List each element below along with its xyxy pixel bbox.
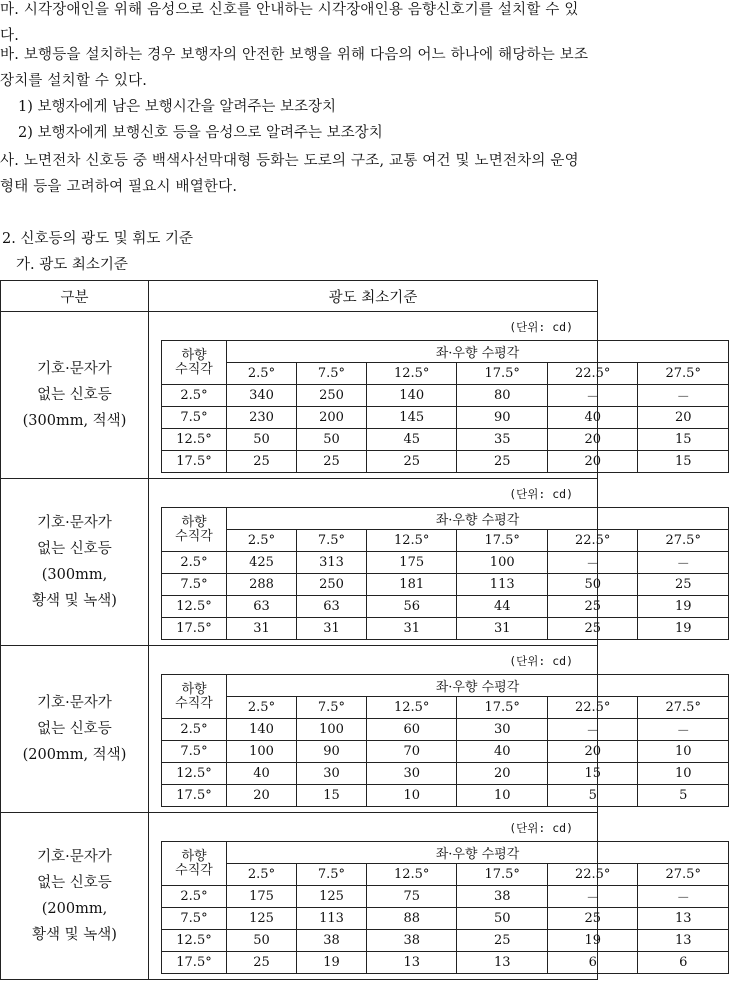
horizontal-angle: 12.5° [366,363,457,385]
intensity-value: 20 [547,451,638,473]
horizontal-angle: 2.5° [227,363,297,385]
horizontal-angles-row [162,530,729,552]
table-row [162,952,729,974]
intensity-value: 31 [457,618,548,640]
category-line: 기호·문자가 [37,695,112,711]
intensity-value: 140 [227,719,297,741]
category-line: (300mm, [41,567,108,583]
subtable-header-row [162,508,729,530]
intensity-value: － [547,552,638,574]
horizontal-angle: 27.5° [638,697,729,719]
vertical-angle-header-line: 하향 [181,347,207,363]
intensity-value: 5 [547,785,638,807]
horizontal-angle: 2.5° [227,697,297,719]
section-standard-cell [149,646,701,813]
category-line: 없는 신호등 [37,875,112,891]
category-line: (300mm, 적색) [22,413,127,429]
horizontal-angle: 27.5° [638,864,729,886]
intensity-value: 25 [547,618,638,640]
intensity-value: 125 [296,886,366,908]
intensity-value: 50 [457,908,548,930]
table-row [162,741,729,763]
unit-label: (단위: cd) [509,487,573,501]
intensity-value: － [638,552,729,574]
intensity-value: 30 [366,763,457,785]
horizontal-angle: 22.5° [547,363,638,385]
horizontal-angles-row [162,363,729,385]
table-row [162,552,729,574]
intensity-value: 100 [296,719,366,741]
intensity-value: 10 [366,785,457,807]
intensity-value: 38 [457,886,548,908]
category-line: 기호·문자가 [37,515,112,531]
horizontal-angle: 17.5° [457,864,548,886]
intensity-value: 10 [638,741,729,763]
table-header-row [1,281,598,312]
intensity-value: 35 [457,429,548,451]
intensity-value: 50 [227,930,297,952]
section-title: 2. 신호등의 광도 및 휘도 기준 [2,231,193,247]
paragraph-ba-item-1: 1) 보행자에게 남은 보행시간을 알려주는 보조장치 [18,99,337,115]
subsection-title: 가. 광도 최소기준 [16,257,128,273]
intensity-value: 25 [366,451,457,473]
intensity-value: 88 [366,908,457,930]
intensity-value: 25 [296,451,366,473]
horizontal-angle: 7.5° [296,864,366,886]
horizontal-angle-header: 좌·우향 수평각 [227,341,729,363]
intensity-value: 100 [227,741,297,763]
table-section-row [1,479,598,646]
horizontal-angle: 27.5° [638,363,729,385]
intensity-value: 10 [638,763,729,785]
intensity-value: 75 [366,886,457,908]
vertical-angle: 2.5° [162,719,227,741]
paragraph-ba-text: 바. 보행등을 설치하는 경우 보행자의 안전한 보행을 위해 다음의 어느 하나에 해당하는 보조장치를 설치할 수 있다. [0,47,589,89]
vertical-angle-header-line: 수직각 [175,695,213,711]
intensity-value: 25 [638,574,729,596]
vertical-angle-header [162,675,227,719]
horizontal-angle: 7.5° [296,530,366,552]
intensity-value: 20 [547,429,638,451]
intensity-value: 313 [296,552,366,574]
vertical-angle: 12.5° [162,596,227,618]
intensity-value: 19 [638,618,729,640]
intensity-value: 425 [227,552,297,574]
unit-label: (단위: cd) [509,654,573,668]
section-category [1,479,149,646]
intensity-value: 50 [296,429,366,451]
horizontal-angle: 22.5° [547,697,638,719]
paragraph-ma-text: 마. 시각장애인을 위해 음성으로 신호를 안내하는 시각장애인용 음향신호기를 설치할 수 있다. [0,2,579,44]
intensity-value: 288 [227,574,297,596]
vertical-angle: 12.5° [162,429,227,451]
unit-label: (단위: cd) [509,320,573,334]
table-row [162,618,729,640]
intensity-value: 31 [227,618,297,640]
horizontal-angle: 12.5° [366,697,457,719]
intensity-value: 340 [227,385,297,407]
vertical-angle-header [162,842,227,886]
intensity-value: 13 [457,952,548,974]
intensity-value: 113 [296,908,366,930]
intensity-value: 13 [366,952,457,974]
category-line: (200mm, [41,901,108,917]
section-category [1,646,149,813]
vertical-angle: 7.5° [162,407,227,429]
table-row [162,908,729,930]
paragraph-sa [0,148,596,200]
table-row [162,596,729,618]
intensity-value: 25 [227,952,297,974]
intensity-value: 25 [547,908,638,930]
vertical-angle-header-line: 하향 [181,848,207,864]
intensity-value: 90 [457,407,548,429]
horizontal-angle: 22.5° [547,530,638,552]
horizontal-angle: 17.5° [457,530,548,552]
subtable-header-row [162,675,729,697]
intensity-value: 125 [227,908,297,930]
category-line: 황색 및 녹색) [32,927,117,943]
table-row [162,886,729,908]
table-row [162,763,729,785]
vertical-angle-header-line: 수직각 [175,361,213,377]
vertical-angle: 12.5° [162,930,227,952]
paragraph-ba-item-2: 2) 보행자에게 보행신호 등을 음성으로 알려주는 보조장치 [18,125,383,141]
horizontal-angles-row [162,864,729,886]
intensity-subtable [161,841,729,974]
intensity-value: 63 [227,596,297,618]
intensity-value: － [638,385,729,407]
intensity-value: 60 [366,719,457,741]
table-row [162,574,729,596]
luminous-intensity-table [0,280,701,980]
horizontal-angle: 2.5° [227,530,297,552]
table-row [162,785,729,807]
intensity-value: 15 [296,785,366,807]
category-line: 황색 및 녹색) [32,593,117,609]
vertical-angle-header [162,508,227,552]
vertical-angle: 17.5° [162,952,227,974]
intensity-value: 15 [638,451,729,473]
table-section-row [1,312,598,479]
category-line: 없는 신호등 [37,721,112,737]
intensity-value: 50 [227,429,297,451]
table-row [162,719,729,741]
header-category: 구분 [1,281,149,312]
vertical-angle: 2.5° [162,886,227,908]
intensity-value: 15 [547,763,638,785]
intensity-value: 113 [457,574,548,596]
intensity-value: 30 [296,763,366,785]
subtable-header-row [162,341,729,363]
intensity-value: 175 [366,552,457,574]
intensity-value: 38 [296,930,366,952]
intensity-value: 19 [296,952,366,974]
intensity-value: 25 [227,451,297,473]
category-line: 없는 신호등 [37,387,112,403]
intensity-value: 50 [547,574,638,596]
table-row [162,385,729,407]
intensity-value: － [547,719,638,741]
table-section-row [1,646,598,813]
intensity-value: 40 [227,763,297,785]
table-section-row [1,813,598,980]
category-line: 없는 신호등 [37,541,112,557]
vertical-angle-header-line: 수직각 [175,528,213,544]
intensity-value: － [638,886,729,908]
intensity-value: 20 [227,785,297,807]
intensity-value: 181 [366,574,457,596]
intensity-value: 20 [457,763,548,785]
vertical-angle: 2.5° [162,552,227,574]
horizontal-angle: 17.5° [457,697,548,719]
intensity-value: 250 [296,574,366,596]
intensity-value: 19 [547,930,638,952]
table-row [162,407,729,429]
intensity-value: 140 [366,385,457,407]
intensity-value: － [638,719,729,741]
vertical-angle: 7.5° [162,574,227,596]
header-standard: 광도 최소기준 [149,281,598,312]
intensity-value: 20 [638,407,729,429]
intensity-subtable [161,507,729,640]
category-line: 기호·문자가 [37,361,112,377]
intensity-value: － [547,385,638,407]
intensity-value: 5 [638,785,729,807]
intensity-value: 25 [547,596,638,618]
intensity-value: 200 [296,407,366,429]
intensity-value: 13 [638,908,729,930]
intensity-value: 80 [457,385,548,407]
paragraph-sa-text: 사. 노면전차 신호등 중 백색사선막대형 등화는 도로의 구조, 교통 여건 및 노면전차의 운영 형태 등을 고려하여 필요시 배열한다. [0,153,579,195]
intensity-value: 30 [457,719,548,741]
horizontal-angle: 22.5° [547,864,638,886]
horizontal-angles-row [162,697,729,719]
section-category [1,813,149,980]
intensity-value: 20 [547,741,638,763]
horizontal-angle: 12.5° [366,864,457,886]
horizontal-angle-header: 좌·우향 수평각 [227,842,729,864]
intensity-value: 38 [366,930,457,952]
intensity-value: 56 [366,596,457,618]
table-row [162,930,729,952]
intensity-value: 250 [296,385,366,407]
intensity-value: － [547,886,638,908]
vertical-angle: 7.5° [162,908,227,930]
vertical-angle-header-line: 하향 [181,514,207,530]
table-row [162,429,729,451]
horizontal-angle: 12.5° [366,530,457,552]
intensity-value: 40 [457,741,548,763]
intensity-value: 6 [547,952,638,974]
intensity-value: 13 [638,930,729,952]
intensity-value: 31 [366,618,457,640]
vertical-angle-header-line: 하향 [181,681,207,697]
intensity-value: 100 [457,552,548,574]
section-standard-cell [149,312,701,479]
intensity-value: 15 [638,429,729,451]
horizontal-angle: 7.5° [296,363,366,385]
vertical-angle-header-line: 수직각 [175,862,213,878]
subtable-header-row [162,842,729,864]
horizontal-angle: 2.5° [227,864,297,886]
category-line: (200mm, 적색) [22,747,127,763]
vertical-angle-header [162,341,227,385]
vertical-angle: 17.5° [162,618,227,640]
paragraph-ba [0,42,596,94]
intensity-value: 44 [457,596,548,618]
vertical-angle: 7.5° [162,741,227,763]
intensity-value: 230 [227,407,297,429]
intensity-value: 70 [366,741,457,763]
intensity-subtable [161,674,729,807]
intensity-value: 45 [366,429,457,451]
intensity-value: 63 [296,596,366,618]
intensity-value: 19 [638,596,729,618]
section-category [1,312,149,479]
vertical-angle: 17.5° [162,451,227,473]
unit-label: (단위: cd) [509,821,573,835]
intensity-value: 25 [457,930,548,952]
section-standard-cell [149,813,701,980]
intensity-value: 40 [547,407,638,429]
vertical-angle: 17.5° [162,785,227,807]
horizontal-angle-header: 좌·우향 수평각 [227,508,729,530]
intensity-value: 25 [457,451,548,473]
horizontal-angle: 27.5° [638,530,729,552]
vertical-angle: 12.5° [162,763,227,785]
section-standard-cell [149,479,701,646]
horizontal-angle: 17.5° [457,363,548,385]
horizontal-angle: 7.5° [296,697,366,719]
intensity-value: 145 [366,407,457,429]
vertical-angle: 2.5° [162,385,227,407]
intensity-subtable [161,340,729,473]
horizontal-angle-header: 좌·우향 수평각 [227,675,729,697]
intensity-value: 6 [638,952,729,974]
table-body [1,312,701,980]
intensity-value: 31 [296,618,366,640]
category-line: 기호·문자가 [37,849,112,865]
intensity-value: 175 [227,886,297,908]
intensity-value: 90 [296,741,366,763]
table-row [162,451,729,473]
intensity-value: 10 [457,785,548,807]
